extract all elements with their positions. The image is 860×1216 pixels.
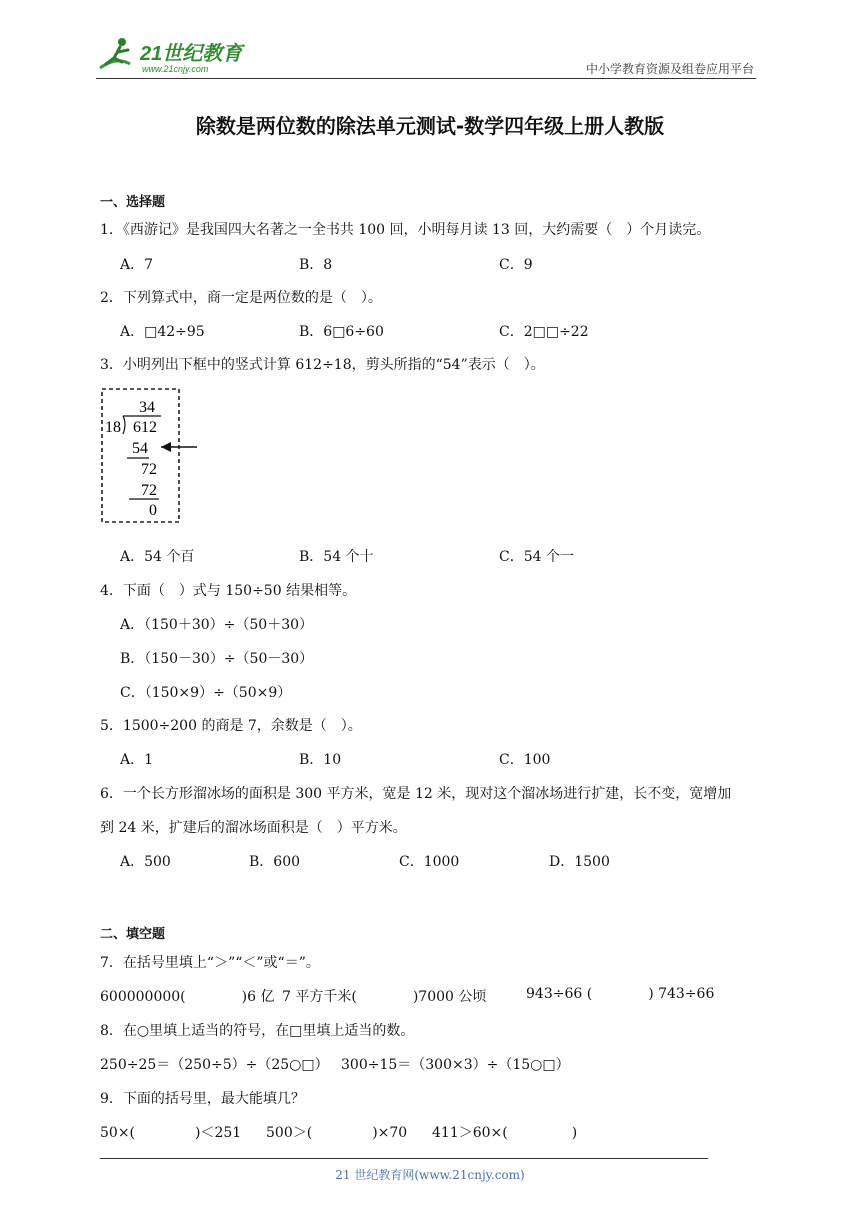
section-heading-choice: 一、选择题 (100, 195, 166, 210)
q8-expression-1: 250÷25＝（250÷5）÷（25○□） (100, 1057, 329, 1073)
svg-text:www.21cnjy.com: www.21cnjy.com (142, 64, 209, 74)
q2-option-b: B．6□6÷60 (299, 324, 384, 340)
svg-text:21世纪教育: 21世纪教育 (140, 43, 243, 65)
question-1: 1．《西游记》是我国四大名著之一全书共 100 回，小明每月读 13 回，大约需要（ ）个月读完。 (100, 222, 711, 238)
footer-divider (100, 1158, 708, 1159)
header-divider (96, 78, 756, 79)
q2-option-a: A．□42÷95 (120, 324, 205, 340)
q8-expression-2: 300÷15＝（300×3）÷（15○□） (341, 1057, 570, 1073)
svg-text:34: 34 (139, 399, 155, 416)
q4-option-a: A．（150＋30）÷（50＋30） (120, 617, 314, 633)
question-2: 2．下列算式中，商一定是两位数的是（ ）。 (100, 290, 382, 306)
q6-option-c: C．1000 (399, 854, 460, 870)
long-division-diagram (101, 388, 181, 523)
page-title: 除数是两位数的除法单元测试-数学四年级上册人教版 (195, 114, 665, 138)
q7-item-2: 7 平方千米( )7000 公顷 (282, 989, 487, 1005)
q3-option-b: B．54 个十 (299, 549, 374, 565)
header-platform-text: 中小学教育资源及组卷应用平台 (585, 62, 754, 76)
q9-item-1: 50×( )＜251 (100, 1125, 242, 1141)
q6-option-a: A．500 (120, 854, 171, 870)
q5-option-a: A．1 (120, 752, 154, 768)
svg-text:18: 18 (105, 419, 121, 436)
q7-item-3: 943÷66 ( ) 743÷66 (526, 986, 715, 1002)
q2-option-c: C．2□□÷22 (499, 324, 589, 340)
q1-option-a: A．7 (120, 257, 154, 273)
site-logo (96, 34, 256, 78)
q7-item-1: 600000000( )6 亿 (100, 989, 275, 1005)
question-9: 9．下面的括号里，最大能填几？ (100, 1091, 305, 1107)
question-6-line2: 到 24 米，扩建后的溜冰场面积是（ ）平方米。 (100, 820, 407, 836)
q5-option-b: B．10 (299, 752, 342, 768)
q1-option-b: B．8 (299, 257, 333, 273)
svg-text:72: 72 (141, 461, 157, 478)
section-heading-fill: 二、填空题 (100, 927, 166, 942)
question-5: 5．1500÷200 的商是 7，余数是（ ）。 (100, 718, 362, 734)
q6-option-b: B．600 (249, 854, 301, 870)
svg-text:0: 0 (149, 502, 157, 519)
svg-text:54: 54 (132, 440, 148, 457)
footer-link[interactable]: 21 世纪教育网(www.21cnjy.com) (335, 1168, 525, 1182)
svg-text:72: 72 (141, 482, 157, 499)
q9-item-2: 500＞( )×70 (266, 1125, 408, 1141)
q1-option-c: C．9 (499, 257, 533, 273)
q3-option-c: C．54 个一 (499, 549, 574, 565)
svg-text:612: 612 (133, 419, 157, 436)
question-3: 3．小明列出下框中的竖式计算 612÷18，剪头所指的“54”表示（ ）。 (100, 357, 545, 373)
q5-option-c: C．100 (499, 752, 551, 768)
q4-option-c: C．（150×9）÷（50×9） (120, 685, 292, 701)
question-7: 7．在括号里填上“＞”“＜”或“＝”。 (100, 955, 320, 971)
q3-option-a: A．54 个百 (120, 549, 195, 565)
question-6-line1: 6．一个长方形溜冰场的面积是 300 平方米，宽是 12 米，现对这个溜冰场进行扩建，长不变，宽增加 (100, 786, 732, 802)
q4-option-b: B．（150－30）÷（50－30） (120, 651, 314, 667)
q6-option-d: D．1500 (549, 854, 610, 870)
question-4: 4．下面（ ）式与 150÷50 结果相等。 (100, 583, 357, 599)
q9-item-3: 411＞60×( ) (432, 1125, 578, 1141)
question-8: 8．在○里填上适当的符号，在□里填上适当的数。 (100, 1023, 415, 1039)
